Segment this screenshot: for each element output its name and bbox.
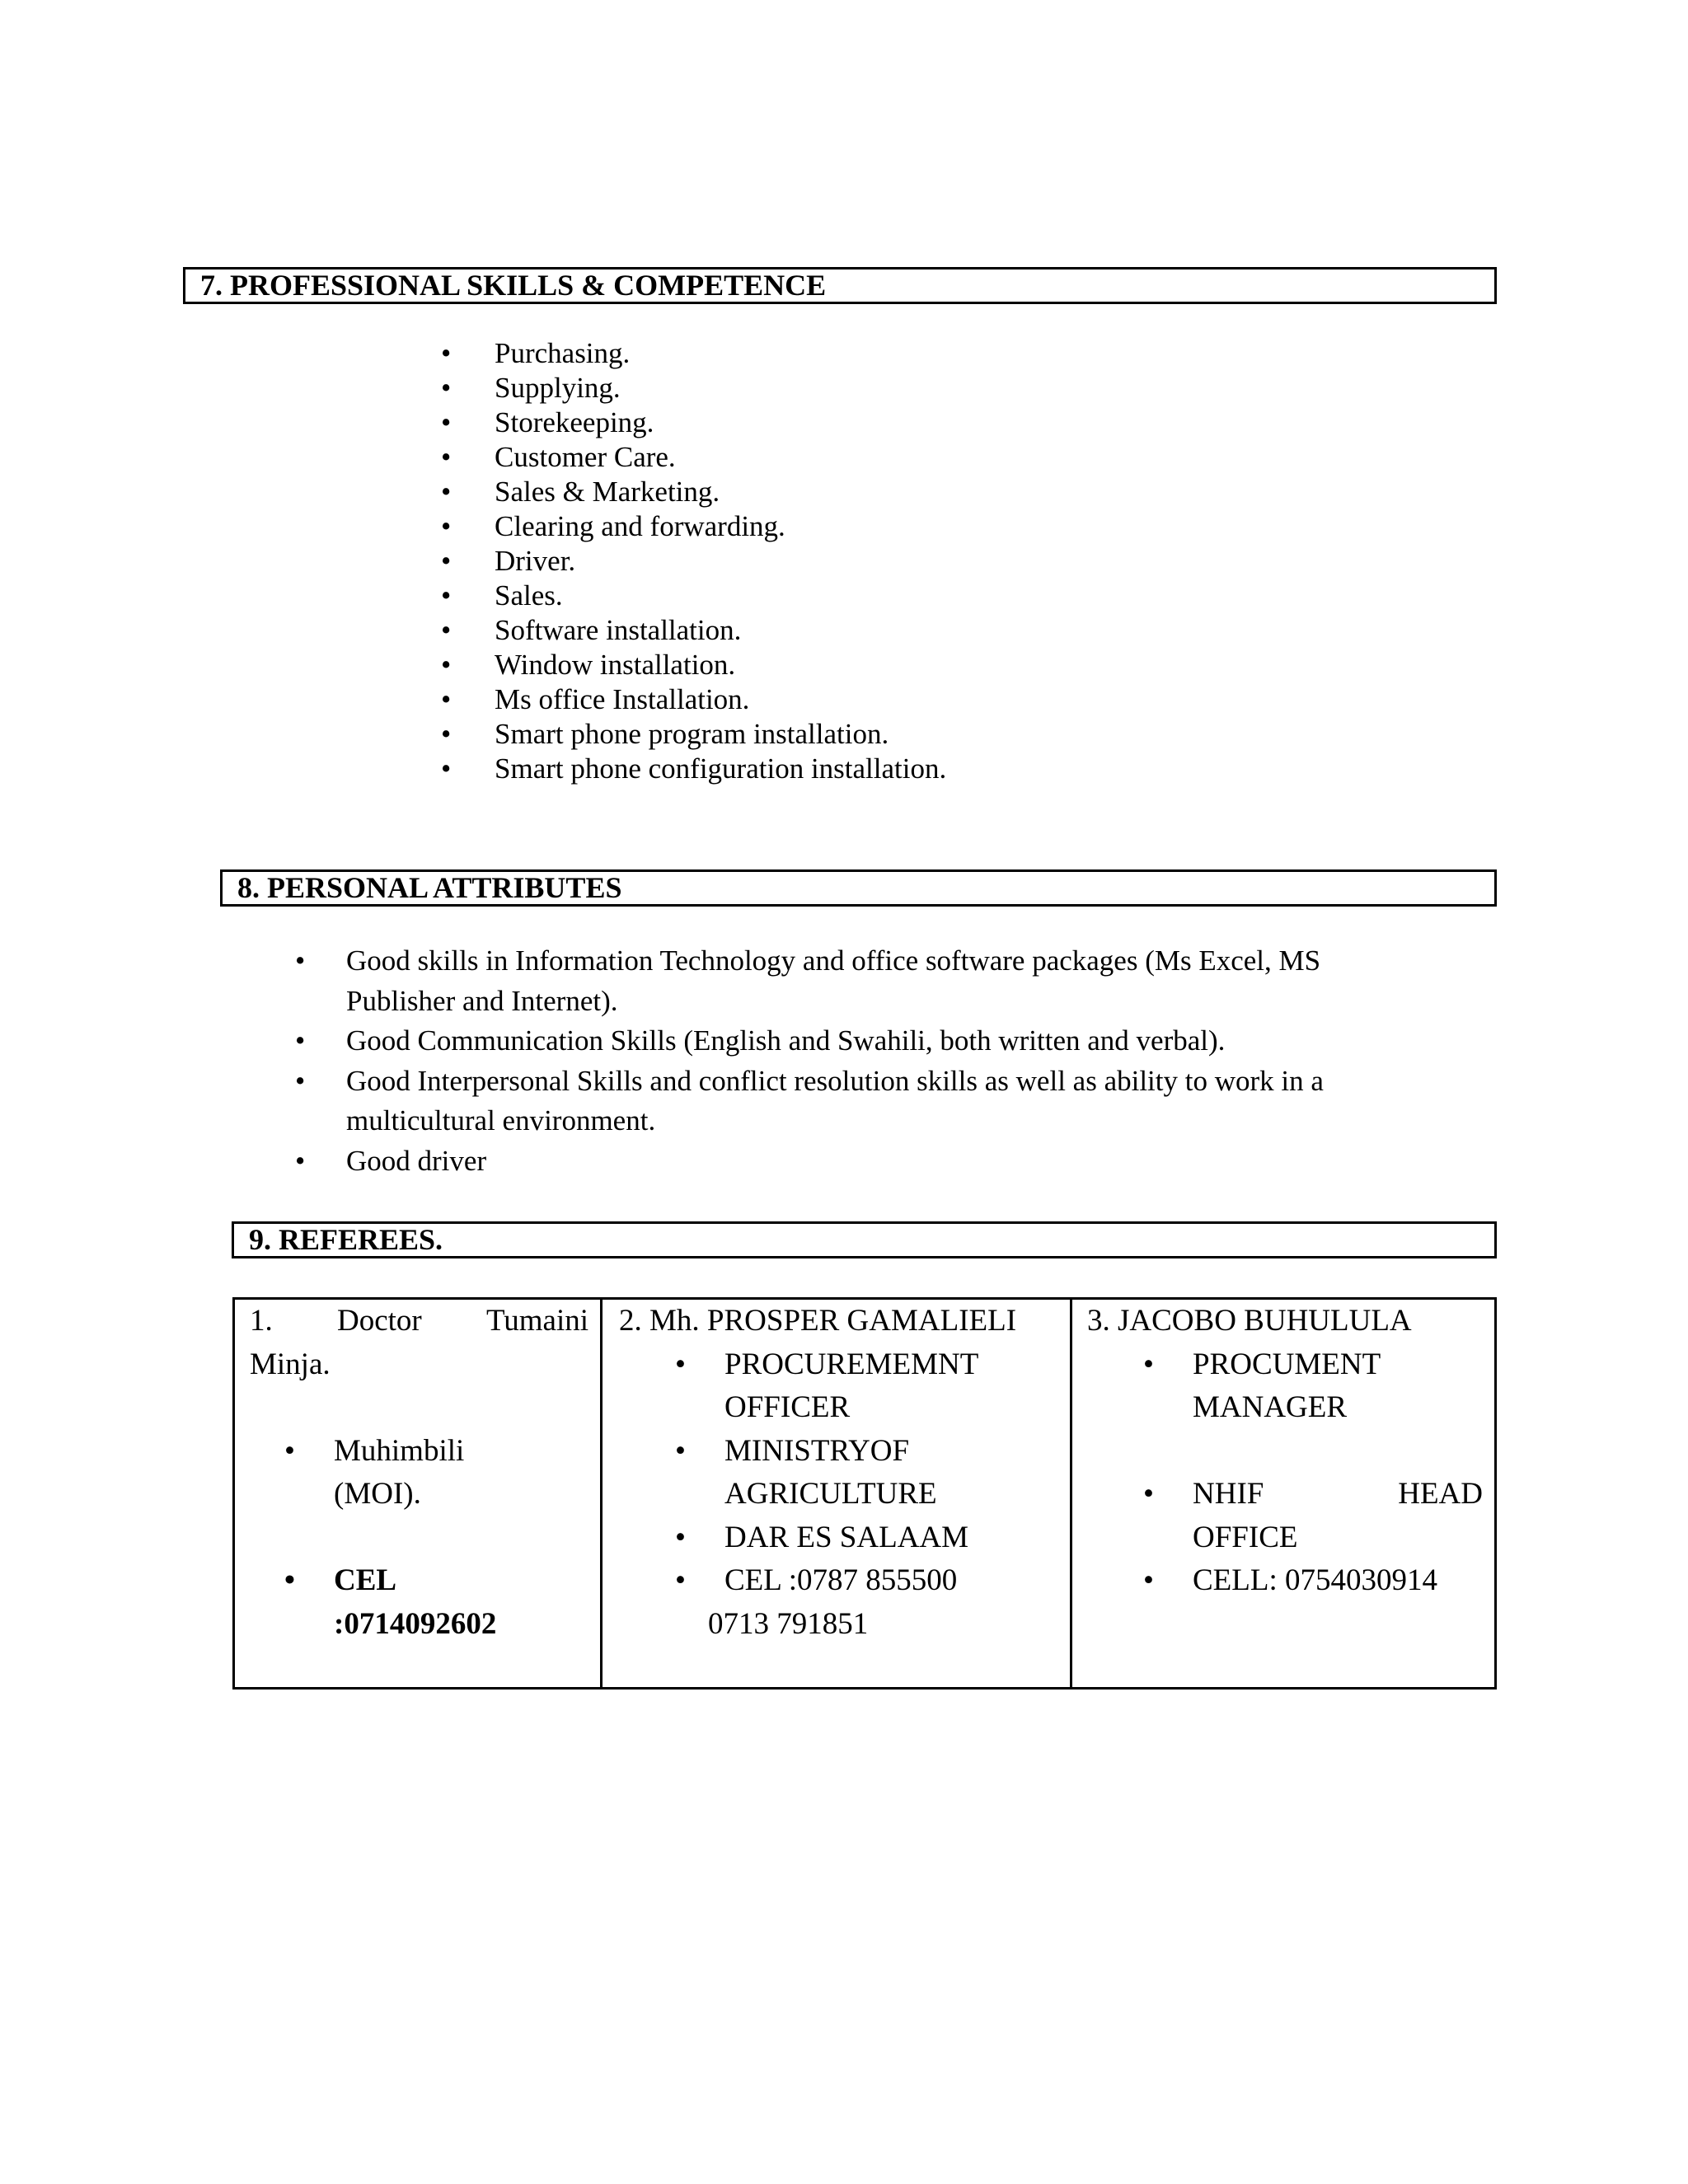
- list-item: • Purchasing.: [441, 337, 631, 369]
- list-item: • CELL: 0754030914: [1143, 1559, 1483, 1603]
- bullet-icon: •: [441, 372, 452, 404]
- attributes-list: [295, 941, 1418, 1181]
- section-header-referees: 9. REFEREES.: [232, 1221, 1497, 1258]
- list-item: • CEL :0714092602: [284, 1559, 588, 1646]
- list-item: • CEL :0787 855500: [675, 1559, 1062, 1603]
- skills-list: [441, 336, 1236, 786]
- list-item: • Ms office Installation.: [441, 683, 750, 715]
- bullet-icon: •: [441, 510, 452, 542]
- bullet-icon: •: [295, 1024, 306, 1057]
- list-item: • PROCUREMEMNT OFFICER: [675, 1343, 1062, 1430]
- list-item: • Window installation.: [441, 649, 736, 681]
- bullet-icon: •: [675, 1433, 686, 1468]
- list-item: • PROCUMENT MANAGER: [1143, 1343, 1483, 1430]
- list-item: • Storekeeping.: [441, 406, 654, 438]
- referee-details: [1087, 1343, 1483, 1603]
- list-item: • Sales.: [441, 579, 563, 612]
- bullet-icon: •: [1143, 1347, 1154, 1381]
- bullet-icon: •: [295, 1144, 306, 1177]
- list-item: • Smart phone program installation.: [441, 718, 889, 750]
- bullet-icon: •: [441, 406, 452, 438]
- bullet-icon: •: [1143, 1563, 1154, 1597]
- list-item: • Software installation.: [441, 614, 742, 646]
- list-item: • Customer Care.: [441, 441, 676, 473]
- list-item: • Supplying.: [441, 372, 621, 404]
- bullet-icon: •: [441, 579, 452, 612]
- bullet-icon: •: [441, 649, 452, 681]
- referee-details: [619, 1343, 1062, 1603]
- list-item: • Good Communication Skills (English and Swahili, both written and verbal).: [346, 1021, 1418, 1062]
- bullet-icon: •: [441, 683, 452, 715]
- referee-cell-1: 1. Doctor Tumaini Minja. • Muhimbili (MOI). • CEL :0714092602: [235, 1300, 603, 1687]
- bullet-icon: •: [441, 476, 452, 508]
- list-item: • Sales & Marketing.: [441, 476, 720, 508]
- bullet-icon: •: [295, 944, 306, 977]
- bullet-icon: •: [441, 614, 452, 646]
- referees-table: [232, 1297, 1497, 1690]
- list-item: • Good skills in Information Technology and office software packages (Ms Excel, MS Publisher and Internet).: [346, 941, 1418, 1021]
- list-item: • Good Interpersonal Skills and conflict resolution skills as well as ability to work in a multicultural environment.: [346, 1062, 1418, 1141]
- bullet-icon: •: [675, 1563, 686, 1597]
- bullet-icon: •: [441, 718, 452, 750]
- list-item: • Clearing and forwarding.: [441, 510, 785, 542]
- list-item: • MINISTRYOF AGRICULTURE: [675, 1430, 1062, 1516]
- bullet-icon: •: [284, 1433, 295, 1468]
- referee-name: 3. JACOBO BUHULULA: [1087, 1304, 1412, 1338]
- bullet-icon: •: [441, 337, 452, 369]
- list-item: • DAR ES SALAAM: [675, 1516, 1062, 1560]
- referee-name: 1. Doctor Tumaini: [250, 1304, 588, 1338]
- list-item: • Driver.: [441, 545, 576, 577]
- section-header-professional-skills: 7. PROFESSIONAL SKILLS & COMPETENCE: [183, 267, 1497, 304]
- bullet-icon: •: [441, 441, 452, 473]
- referee-cell-2: 2. Mh. PROSPER GAMALIELI • PROCUREMEMNT OFFICER • MINISTRYOF AGRICULTURE • DAR ES SALAAM • CEL :0787 855500 0713 791851: [603, 1300, 1072, 1687]
- bullet-icon: •: [295, 1064, 306, 1097]
- section-header-personal-attributes: 8. PERSONAL ATTRIBUTES: [220, 869, 1497, 907]
- list-item: • Good driver: [346, 1141, 1418, 1182]
- bullet-icon: •: [1143, 1477, 1154, 1511]
- bullet-icon: •: [441, 752, 452, 785]
- bullet-icon: •: [284, 1563, 295, 1597]
- bullet-icon: •: [675, 1347, 686, 1381]
- referee-name: 2. Mh. PROSPER GAMALIELI: [619, 1304, 1017, 1338]
- bullet-icon: •: [441, 545, 452, 577]
- list-item: • NHIF HEAD OFFICE: [1143, 1473, 1483, 1559]
- referee-cell-3: [1072, 1300, 1494, 1687]
- bullet-icon: •: [675, 1520, 686, 1554]
- list-item: • Muhimbili (MOI).: [284, 1430, 588, 1516]
- referee-details: [250, 1430, 588, 1647]
- list-item: • Smart phone configuration installation.: [441, 752, 947, 785]
